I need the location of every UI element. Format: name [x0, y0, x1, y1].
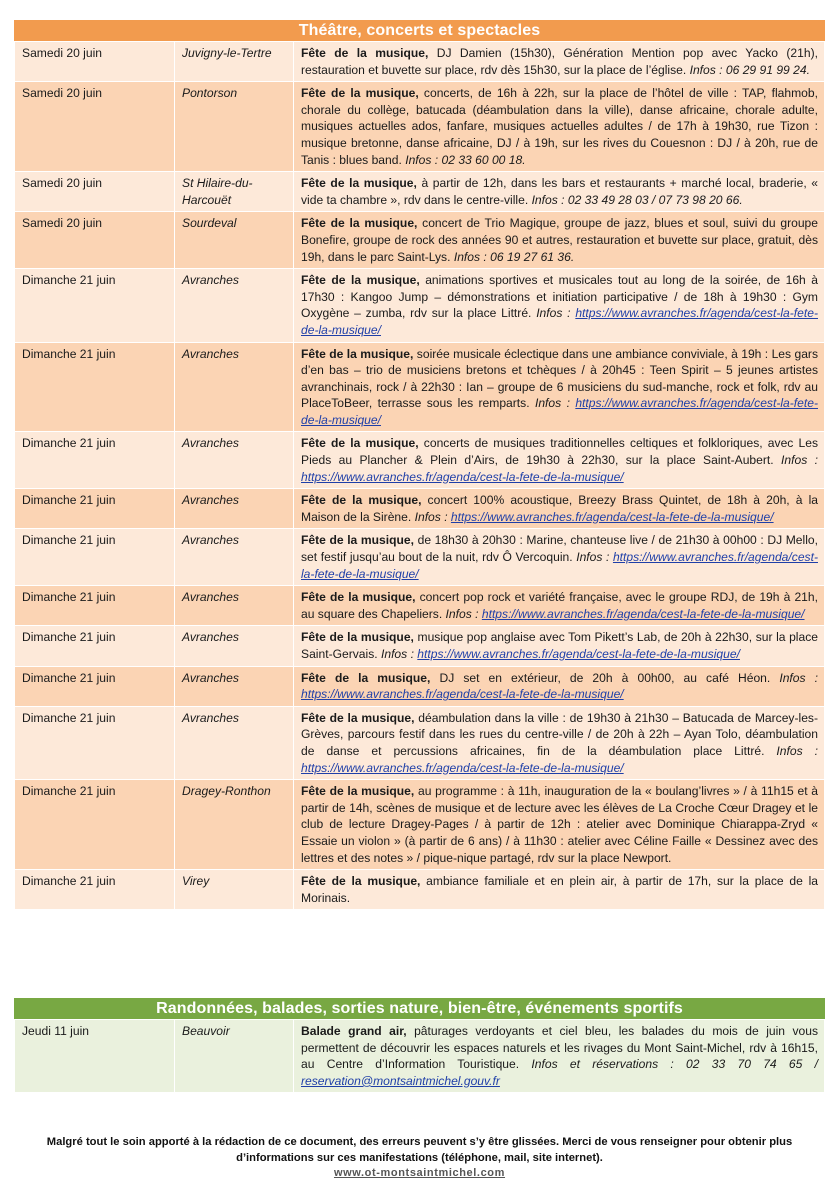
- event-title: Fête de la musique,: [301, 46, 429, 60]
- website-link[interactable]: www.ot-montsaintmichel.com: [333, 1167, 506, 1179]
- event-row: [15, 706, 825, 779]
- event-link[interactable]: https://www.avranches.fr/agenda/cest-la-fete-de-la-musique/: [301, 760, 624, 775]
- event-row: [15, 626, 825, 666]
- event-place: Avranches: [175, 666, 294, 706]
- event-info: Infos :: [576, 550, 613, 565]
- event-title: Fête de la musique,: [301, 346, 414, 361]
- event-date: Samedi 20 juin: [15, 212, 175, 269]
- event-info: Infos :: [445, 606, 482, 621]
- event-description: [294, 666, 825, 706]
- event-row: [15, 172, 825, 212]
- event-link[interactable]: https://www.avranches.fr/agenda/cest-la-fete-de-la-musique/: [481, 606, 805, 621]
- event-title: Fête de la musique,: [301, 493, 422, 508]
- event-text: concerts, de 16h à 22h, sur la place de l’hôtel de ville : TAP, flahmob, chorale du collège, batucada (déambulation dans la ville), danse africaine, chorale adulte, musiques actuelles ados, fanfare, musiques actuelles adultes / de 17h à 19h30, rue Tizon : musique bretonne, danse africaine, DJ / à 19h, sur les rives du Couesnon : DJ / à 20h, rue de Tanis : blues band.: [301, 86, 818, 167]
- events-table: [14, 1019, 825, 1093]
- event-text: concert de Trio Magique, groupe de jazz, blues et soul, suivi du groupe Bonefire, groupe de rock des années 90 et autres, restauration et buvette sur place, gratuit, dès 19h, dans le parc Saint-Lys.: [301, 216, 818, 264]
- event-date: Dimanche 21 juin: [15, 870, 175, 910]
- event-info: Infos :: [414, 509, 451, 524]
- event-title: Fête de la musique,: [301, 273, 420, 288]
- event-info: Infos :: [776, 743, 818, 758]
- event-link[interactable]: https://www.avranches.fr/agenda/cest-la-fete-de-la-musique/: [301, 469, 624, 484]
- event-text: de 18h30 à 20h30 : Marine, chanteuse live / de 21h30 à 00h00 : DJ Mello, set festif jusqu’au bout de la nuit, rdv Ô Vercoquin.: [301, 533, 818, 565]
- event-link[interactable]: https://www.avranches.fr/agenda/cest-la-fete-de-la-musique/: [301, 687, 624, 702]
- event-row: [15, 529, 825, 586]
- event-row: [15, 82, 825, 172]
- event-place: St Hilaire-du-Harcouët: [175, 172, 294, 212]
- event-row: [15, 1020, 825, 1093]
- event-title: Fête de la musique,: [301, 533, 414, 548]
- event-description: [294, 172, 825, 212]
- disclaimer-text: Malgré tout le soin apporté à la rédaction de ce document, des erreurs peuvent s’y être glissées. Merci de vous renseigner pour obtenir plus d’informations sur ces manifestations (téléphone, mail, site internet).: [46, 1136, 793, 1164]
- event-info: Infos :: [779, 670, 818, 685]
- event-row: [15, 489, 825, 529]
- event-text: au programme : à 11h, inauguration de la « boulang’livres » / à 11h15 et à partir de 14h, scènes de musique et de lecture avec les élèves de La Croche Cœur Dragey et le club de lecture Dragey-Pages / à partir de 12h : atelier avec Dominique Chiarappa-Zryd « Essaie un violon » (à partir de 6 ans) / à 11h30 : atelier avec Céline Faille « Dessinez avec des lettres et des notes » / pique-nique partagé, rdv sur la place Newport.: [301, 784, 818, 865]
- event-description: [294, 626, 825, 666]
- event-info: Infos : 02 33 49 28 03 / 07 73 98 20 66.: [531, 192, 743, 207]
- event-title: Fête de la musique,: [301, 784, 415, 799]
- event-row: [15, 342, 825, 432]
- event-date: Dimanche 21 juin: [15, 626, 175, 666]
- event-description: [294, 780, 825, 870]
- section-title: Randonnées, balades, sorties nature, bien-être, événements sportifs: [14, 998, 825, 1019]
- event-text: ambiance familiale et en plein air, à partir de 17h, sur la place de la Morinais.: [301, 874, 818, 905]
- event-place: Avranches: [175, 626, 294, 666]
- event-info: Infos : 06 29 91 99 24.: [689, 62, 810, 77]
- event-description: [294, 432, 825, 489]
- section-title: Théâtre, concerts et spectacles: [14, 20, 825, 41]
- event-row: [15, 269, 825, 342]
- event-title: Fête de la musique,: [301, 590, 416, 605]
- event-title: Fête de la musique,: [301, 670, 431, 685]
- event-description: [294, 82, 825, 172]
- event-link[interactable]: https://www.avranches.fr/agenda/cest-la-fete-de-la-musique/: [301, 550, 818, 581]
- event-title: Fête de la musique,: [301, 630, 414, 645]
- event-description: [294, 586, 825, 626]
- event-title: Fête de la musique,: [301, 86, 419, 101]
- event-link[interactable]: https://www.avranches.fr/agenda/cest-la-fete-de-la-musique/: [301, 396, 818, 427]
- section-nature: [14, 998, 825, 1093]
- event-text: pâturages verdoyants et ciel bleu, les balades du mois de juin vous permettent de découvrir les espaces naturels et les rivages du Mont Saint-Michel, rdv à 16h15, au Centre d’Information Touristique.: [301, 1024, 819, 1072]
- event-place: Sourdeval: [175, 212, 294, 269]
- event-place: Avranches: [175, 489, 294, 529]
- event-place: Pontorson: [175, 82, 294, 172]
- event-link[interactable]: https://www.avranches.fr/agenda/cest-la-fete-de-la-musique/: [450, 509, 774, 524]
- event-link[interactable]: https://www.avranches.fr/agenda/cest-la-fete-de-la-musique/: [301, 306, 818, 337]
- event-description: [294, 1020, 825, 1093]
- event-title: Balade grand air,: [301, 1024, 407, 1038]
- event-place: Juvigny-le-Tertre: [175, 42, 294, 82]
- event-place: Beauvoir: [175, 1020, 294, 1093]
- event-info: Infos :: [380, 647, 418, 661]
- events-table: [14, 41, 825, 910]
- event-info: Infos :: [534, 396, 576, 411]
- event-text: soirée musicale éclectique dans une ambiance conviviale, à 19h : Les gars d’en bas – trio de musiciens bretons et tchèques / à 20h45 : Teen Spirit – 5 jeunes artistes avranchinais, rock / à 22h30 : Ian – groupe de 6 musiciens du sud-manche, rock et folk, rdv au PlaceToBeer, terrasse sous les remparts.: [301, 346, 819, 411]
- event-date: Dimanche 21 juin: [15, 432, 175, 489]
- event-description: [294, 489, 825, 529]
- event-place: Avranches: [175, 432, 294, 489]
- event-row: [15, 42, 825, 82]
- event-text: concert 100% acoustique, Breezy Brass Quintet, de 18h à 20h, à la Maison de la Sirène.: [301, 493, 818, 524]
- event-text: animations sportives et musicales tout au long de la soirée, de 16h à 17h30 : Kangoo Jump – démonstrations et initiation participative / de 18h à 19h30 : Gym Oxygène – zumba, rdv sur la place Littré.: [301, 273, 819, 321]
- event-date: Dimanche 21 juin: [15, 586, 175, 626]
- section-spectacles: [14, 20, 825, 910]
- event-text: DJ Damien (15h30), Génération Mention pop avec Yacko (21h), restauration et buvette sur place, rdv dès 15h30, sur la place de l’église.: [301, 46, 818, 77]
- event-link[interactable]: reservation@montsaintmichel.gouv.fr: [301, 1073, 500, 1088]
- event-link[interactable]: https://www.avranches.fr/agenda/cest-la-fete-de-la-musique/: [417, 647, 740, 661]
- event-place: Avranches: [175, 706, 294, 779]
- event-date: Samedi 20 juin: [15, 172, 175, 212]
- event-row: [15, 586, 825, 626]
- event-place: Dragey-Ronthon: [175, 780, 294, 870]
- event-text: DJ set en extérieur, de 20h à 00h00, au café Héon.: [430, 670, 780, 685]
- event-place: Avranches: [175, 269, 294, 342]
- event-date: Dimanche 21 juin: [15, 342, 175, 432]
- event-info: Infos :: [781, 453, 818, 468]
- event-text: musique pop anglaise avec Tom Pikett’s Lab, de 20h à 22h30, sur la place Saint-Gervais.: [301, 630, 818, 661]
- event-info: Infos : 06 19 27 61 36.: [453, 249, 575, 264]
- event-row: [15, 870, 825, 910]
- event-description: [294, 269, 825, 342]
- event-date: Dimanche 21 juin: [15, 706, 175, 779]
- event-title: Fête de la musique,: [301, 436, 419, 451]
- event-info: Infos :: [536, 306, 576, 321]
- footer: [14, 1135, 825, 1182]
- event-place: Avranches: [175, 529, 294, 586]
- event-text: déambulation dans la ville : de 19h30 à 21h30 – Batucada de Marcey-les-Grèves, parcours festif dans les rues du centre-ville / de 20h à 22h – Ayan Tolo, déambulation de danse et percussions africaines, fin de la déambulation place Littré.: [301, 710, 818, 758]
- event-title: Fête de la musique,: [301, 710, 415, 725]
- event-title: Fête de la musique,: [301, 216, 418, 231]
- event-description: [294, 529, 825, 586]
- event-row: [15, 780, 825, 870]
- event-row: [15, 432, 825, 489]
- event-description: [294, 342, 825, 432]
- event-date: Dimanche 21 juin: [15, 666, 175, 706]
- event-date: Samedi 20 juin: [15, 42, 175, 82]
- event-text: concerts de musiques traditionnelles celtiques et folkloriques, avec Les Pieds au Plancher & Plein d’Airs, de 19h30 à 22h30, sur la place Saint-Aubert.: [301, 436, 818, 468]
- event-description: [294, 706, 825, 779]
- event-description: [294, 870, 825, 910]
- event-row: [15, 212, 825, 269]
- event-place: Avranches: [175, 342, 294, 432]
- event-date: Samedi 20 juin: [15, 82, 175, 172]
- event-text: concert pop rock et variété française, avec le groupe RDJ, de 19h à 21h, au square des Chapeliers.: [301, 590, 818, 621]
- event-info: Infos : 02 33 60 00 18.: [405, 152, 526, 167]
- event-place: Avranches: [175, 586, 294, 626]
- event-date: Dimanche 21 juin: [15, 269, 175, 342]
- event-row: [15, 666, 825, 706]
- event-title: Fête de la musique,: [301, 176, 417, 191]
- event-place: Virey: [175, 870, 294, 910]
- event-description: [294, 42, 825, 82]
- event-text: à partir de 12h, dans les bars et restaurants + marché local, braderie, « vide ta chambre », rdv dans le centre-ville.: [301, 176, 819, 207]
- event-date: Jeudi 11 juin: [15, 1020, 175, 1093]
- event-date: Dimanche 21 juin: [15, 489, 175, 529]
- event-date: Dimanche 21 juin: [15, 780, 175, 870]
- event-date: Dimanche 21 juin: [15, 529, 175, 586]
- event-description: [294, 212, 825, 269]
- event-title: Fête de la musique,: [301, 874, 421, 889]
- event-info: Infos et réservations : 02 33 70 74 65 /: [531, 1057, 818, 1072]
